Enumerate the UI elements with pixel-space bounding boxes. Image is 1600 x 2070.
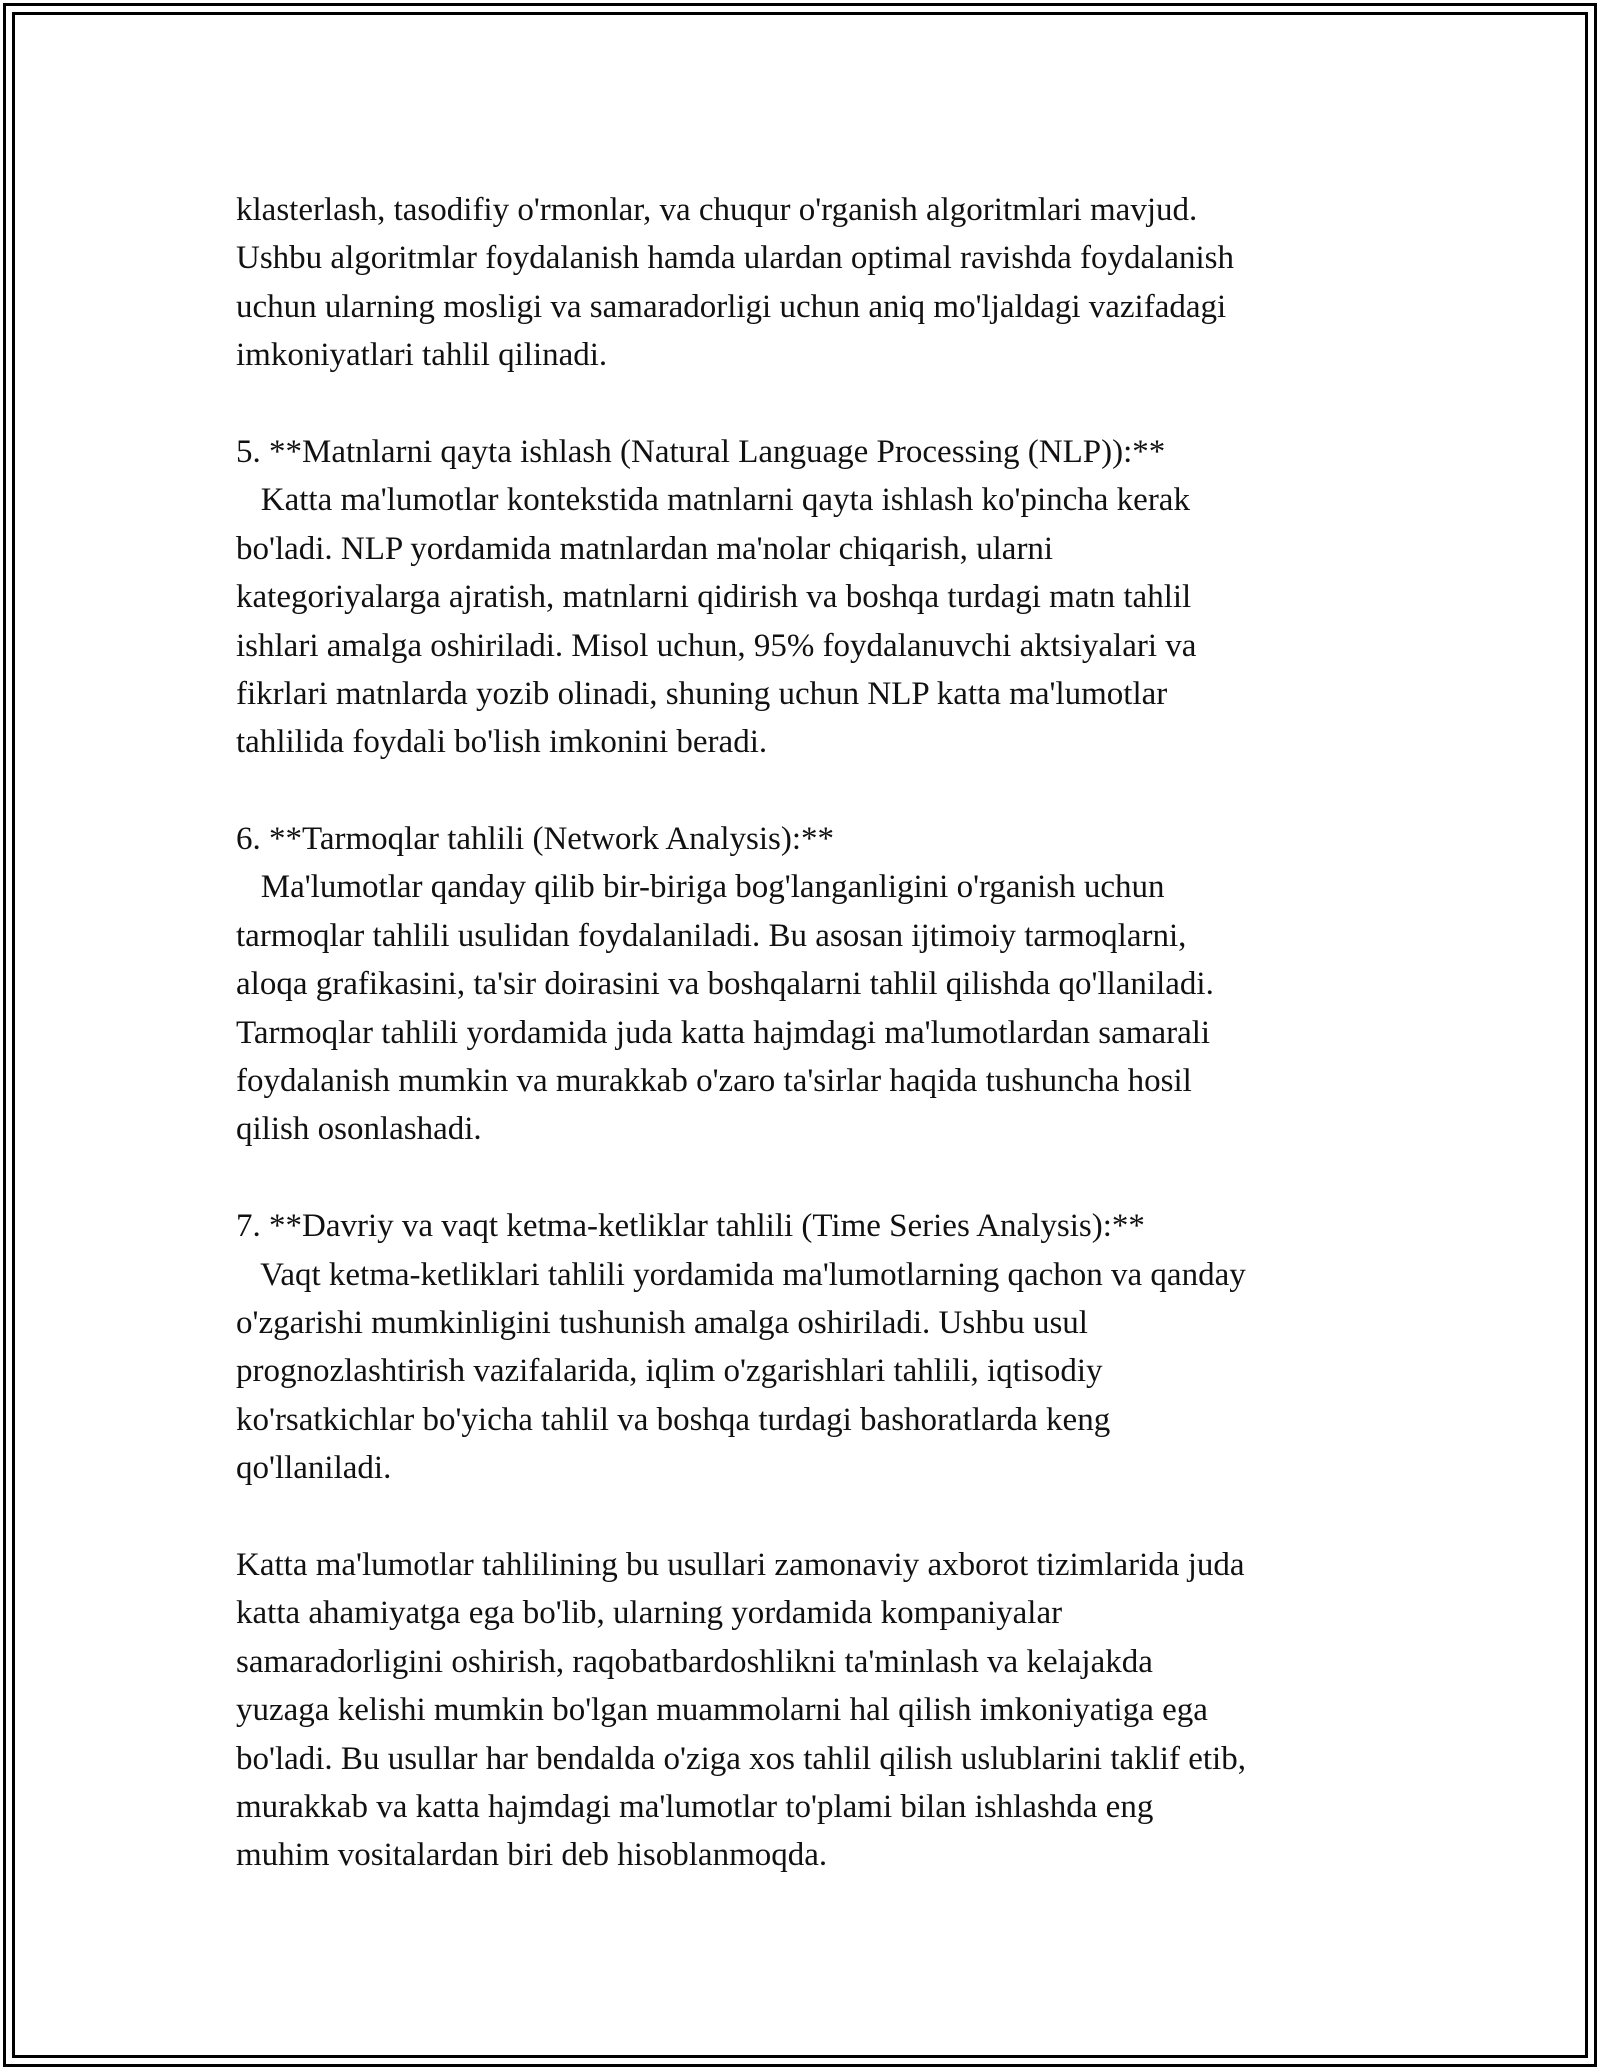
document-body (236, 186, 1386, 1880)
text-line: bo'ladi. NLP yordamida matnlardan ma'nolar chiqarish, ularni (236, 530, 1054, 567)
section-heading: 6. **Tarmoqlar tahlili (Network Analysis):** (236, 821, 834, 858)
text-line: uchun ularning mosligi va samaradorligi uchun aniq mo'ljaldagi vazifadagi (236, 288, 1227, 325)
text-line: Tarmoqlar tahlili yordamida juda katta hajmdagi ma'lumotlardan samarali (236, 1014, 1211, 1051)
text-line: aloqa grafikasini, ta'sir doirasini va boshqalarni tahlil qilishda qo'llaniladi. (236, 966, 1214, 1003)
paragraph-conclusion (236, 1541, 1386, 1880)
section-time-series (236, 1202, 1386, 1492)
text-line: kategoriyalarga ajratish, matnlarni qidirish va boshqa turdagi matn tahlil (236, 579, 1192, 616)
text-line: murakkab va katta hajmdagi ma'lumotlar to'plami bilan ishlashda eng (236, 1788, 1154, 1825)
text-line: o'zgarishi mumkinligini tushunish amalga oshiriladi. Ushbu usul (236, 1304, 1088, 1341)
paragraph-spacer (236, 1493, 1386, 1541)
section-heading: 7. **Davriy va vaqt ketma-ketliklar tahlili (Time Series Analysis):** (236, 1208, 1145, 1245)
paragraph-spacer (236, 1154, 1386, 1202)
text-line: Ma'lumotlar qanday qilib bir-biriga bog'langanligini o'rganish uchun (236, 869, 1165, 906)
text-line: Vaqt ketma-ketliklari tahlili yordamida ma'lumotlarning qachon va qanday (236, 1256, 1246, 1293)
text-line: muhim vositalardan biri deb hisoblanmoqda. (236, 1837, 828, 1874)
paragraph-algorithms-continued (236, 186, 1386, 380)
text-line: bo'ladi. Bu usullar har bendalda o'ziga xos tahlil qilish uslublarini taklif etib, (236, 1740, 1246, 1777)
paragraph-spacer (236, 380, 1386, 428)
text-line: prognozlashtirish vazifalarida, iqlim o'zgarishlari tahlili, iqtisodiy (236, 1353, 1103, 1390)
text-line: ko'rsatkichlar bo'yicha tahlil va boshqa turdagi bashoratlarda keng (236, 1401, 1111, 1438)
section-nlp (236, 428, 1386, 767)
text-line: Katta ma'lumotlar kontekstida matnlarni qayta ishlash ko'pincha kerak (236, 482, 1190, 519)
text-line: fikrlari matnlarda yozib olinadi, shuning uchun NLP katta ma'lumotlar (236, 675, 1168, 712)
section-network-analysis (236, 815, 1386, 1154)
text-line: yuzaga kelishi mumkin bo'lgan muammolarni hal qilish imkoniyatiga ega (236, 1692, 1208, 1729)
text-line: Ushbu algoritmlar foydalanish hamda ulardan optimal ravishda foydalanish (236, 240, 1234, 277)
text-line: Katta ma'lumotlar tahlilining bu usullari zamonaviy axborot tizimlarida juda (236, 1546, 1245, 1583)
text-line: qilish osonlashadi. (236, 1111, 482, 1148)
text-line: samaradorligini oshirish, raqobatbardoshlikni ta'minlash va kelajakda (236, 1643, 1153, 1680)
text-line: imkoniyatlari tahlil qilinadi. (236, 337, 608, 374)
paragraph-spacer (236, 767, 1386, 815)
section-heading: 5. **Matnlarni qayta ishlash (Natural Language Processing (NLP)):** (236, 433, 1166, 470)
text-line: ishlari amalga oshiriladi. Misol uchun, 95% foydalanuvchi aktsiyalari va (236, 627, 1197, 664)
text-line: foydalanish mumkin va murakkab o'zaro ta'sirlar haqida tushuncha hosil (236, 1063, 1192, 1100)
text-line: tarmoqlar tahlili usulidan foydalaniladi. Bu asosan ijtimoiy tarmoqlarni, (236, 917, 1187, 954)
text-line: katta ahamiyatga ega bo'lib, ularning yordamida kompaniyalar (236, 1595, 1063, 1632)
text-line: tahlilida foydali bo'lish imkonini beradi. (236, 724, 768, 761)
text-line: klasterlash, tasodifiy o'rmonlar, va chuqur o'rganish algoritmlari mavjud. (236, 192, 1198, 228)
text-line: qo'llaniladi. (236, 1450, 392, 1487)
